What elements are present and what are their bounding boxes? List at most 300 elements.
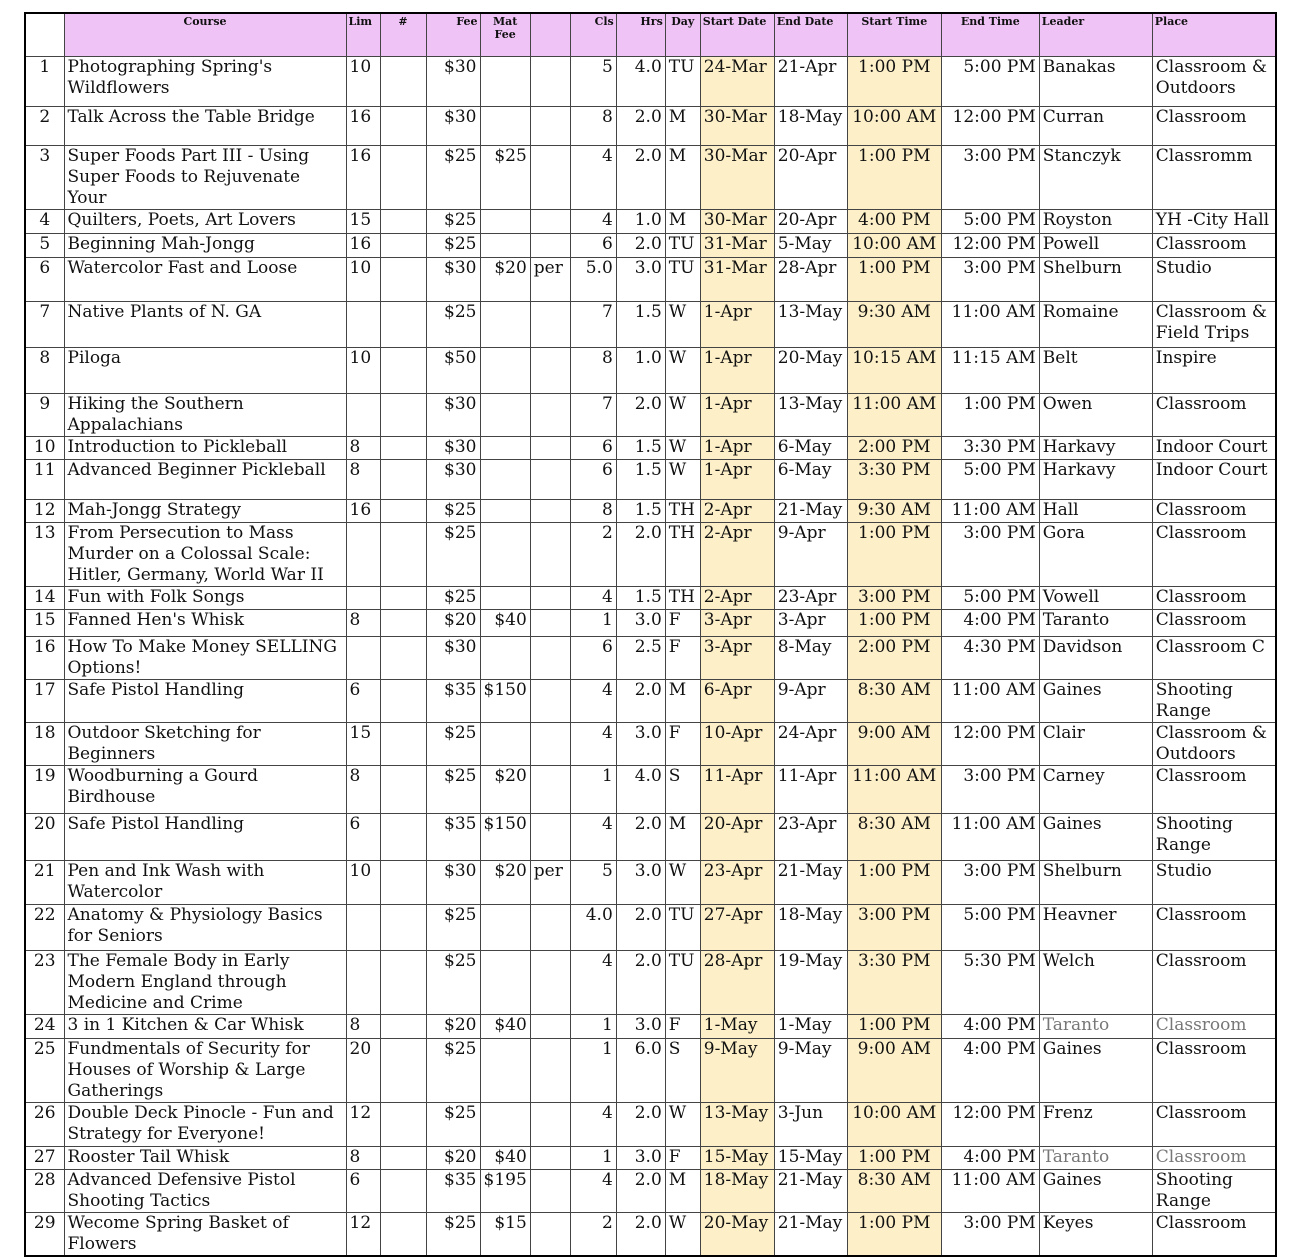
header-start-date: Start Date bbox=[700, 13, 774, 57]
table-row bbox=[25, 905, 1276, 951]
hrs-cell: 1.0 bbox=[616, 348, 665, 394]
leader-cell: Taranto bbox=[1039, 1015, 1152, 1039]
end-date-cell: 3-Jun bbox=[774, 1103, 847, 1147]
day-cell: TH bbox=[665, 523, 700, 587]
header-mat-fee: Mat Fee bbox=[480, 13, 530, 57]
hrs-cell: 2.0 bbox=[616, 951, 665, 1015]
row-number: 13 bbox=[25, 523, 64, 587]
start-time-cell: 3:30 PM bbox=[847, 460, 941, 500]
place-cell: Classroom bbox=[1152, 1039, 1276, 1103]
end-time-cell: 12:00 PM bbox=[941, 107, 1039, 146]
course-name: Introduction to Pickleball bbox=[64, 437, 346, 460]
start-time-cell: 10:00 AM bbox=[847, 107, 941, 146]
cls-cell: 6 bbox=[570, 460, 616, 500]
end-time-cell: 1:00 PM bbox=[941, 394, 1039, 437]
day-cell: TU bbox=[665, 258, 700, 302]
hrs-cell: 2.0 bbox=[616, 905, 665, 951]
fee-cell: $25 bbox=[426, 587, 480, 610]
start-date-cell: 1-Apr bbox=[700, 460, 774, 500]
per-cell bbox=[530, 1213, 570, 1257]
start-date-cell: 2-Apr bbox=[700, 523, 774, 587]
per-cell bbox=[530, 460, 570, 500]
end-time-cell: 11:00 AM bbox=[941, 302, 1039, 348]
hash-cell bbox=[380, 394, 426, 437]
course-name: Double Deck Pinocle - Fun and Strategy for Everyone! bbox=[64, 1103, 346, 1147]
hash-cell bbox=[380, 766, 426, 814]
course-name: Woodburning a Gourd Birdhouse bbox=[64, 766, 346, 814]
fee-cell: $25 bbox=[426, 1213, 480, 1257]
day-cell: W bbox=[665, 861, 700, 905]
cls-cell: 4 bbox=[570, 210, 616, 234]
end-date-cell: 23-Apr bbox=[774, 814, 847, 861]
start-date-cell: 1-Apr bbox=[700, 302, 774, 348]
hrs-cell: 2.0 bbox=[616, 146, 665, 210]
limit-cell: 10 bbox=[346, 861, 380, 905]
course-name: From Persecution to Mass Murder on a Colossal Scale: Hitler, Germany, World War II bbox=[64, 523, 346, 587]
leader-cell: Gaines bbox=[1039, 1170, 1152, 1213]
fee-cell: $30 bbox=[426, 57, 480, 107]
leader-cell: Owen bbox=[1039, 394, 1152, 437]
mat-fee-cell bbox=[480, 348, 530, 394]
course-name: Native Plants of N. GA bbox=[64, 302, 346, 348]
end-time-cell: 4:00 PM bbox=[941, 1039, 1039, 1103]
limit-cell bbox=[346, 905, 380, 951]
place-cell: Classroom & Outdoors bbox=[1152, 723, 1276, 766]
limit-cell: 8 bbox=[346, 437, 380, 460]
end-date-cell: 20-Apr bbox=[774, 210, 847, 234]
end-date-cell: 6-May bbox=[774, 437, 847, 460]
day-cell: M bbox=[665, 1170, 700, 1213]
hash-cell bbox=[380, 57, 426, 107]
row-number: 10 bbox=[25, 437, 64, 460]
hash-cell bbox=[380, 587, 426, 610]
limit-cell: 15 bbox=[346, 723, 380, 766]
end-time-cell: 12:00 PM bbox=[941, 234, 1039, 258]
start-date-cell: 18-May bbox=[700, 1170, 774, 1213]
header-hrs: Hrs bbox=[616, 13, 665, 57]
hrs-cell: 2.0 bbox=[616, 1213, 665, 1257]
day-cell: M bbox=[665, 210, 700, 234]
hrs-cell: 1.5 bbox=[616, 500, 665, 523]
course-name: Outdoor Sketching for Beginners bbox=[64, 723, 346, 766]
hrs-cell: 1.5 bbox=[616, 587, 665, 610]
row-number: 8 bbox=[25, 348, 64, 394]
hash-cell bbox=[380, 951, 426, 1015]
per-cell bbox=[530, 394, 570, 437]
header-end-date: End Date bbox=[774, 13, 847, 57]
fee-cell: $30 bbox=[426, 437, 480, 460]
leader-cell: Davidson bbox=[1039, 637, 1152, 680]
row-number: 12 bbox=[25, 500, 64, 523]
end-date-cell: 23-Apr bbox=[774, 587, 847, 610]
course-name: Super Foods Part III - Using Super Foods to Rejuvenate Your bbox=[64, 146, 346, 210]
mat-fee-cell: $40 bbox=[480, 610, 530, 637]
hrs-cell: 3.0 bbox=[616, 258, 665, 302]
end-date-cell: 9-May bbox=[774, 1039, 847, 1103]
place-cell: Classroom bbox=[1152, 394, 1276, 437]
per-cell bbox=[530, 637, 570, 680]
start-date-cell: 24-Mar bbox=[700, 57, 774, 107]
leader-cell: Curran bbox=[1039, 107, 1152, 146]
day-cell: F bbox=[665, 1147, 700, 1170]
end-date-cell: 13-May bbox=[774, 302, 847, 348]
start-date-cell: 1-Apr bbox=[700, 348, 774, 394]
end-date-cell: 24-Apr bbox=[774, 723, 847, 766]
row-number: 3 bbox=[25, 146, 64, 210]
end-time-cell: 11:15 AM bbox=[941, 348, 1039, 394]
end-date-cell: 3-Apr bbox=[774, 610, 847, 637]
fee-cell: $35 bbox=[426, 1170, 480, 1213]
start-time-cell: 8:30 AM bbox=[847, 814, 941, 861]
per-cell bbox=[530, 523, 570, 587]
limit-cell: 16 bbox=[346, 500, 380, 523]
mat-fee-cell bbox=[480, 587, 530, 610]
fee-cell: $50 bbox=[426, 348, 480, 394]
per-cell bbox=[530, 766, 570, 814]
hash-cell bbox=[380, 814, 426, 861]
course-name: Safe Pistol Handling bbox=[64, 814, 346, 861]
hash-cell bbox=[380, 460, 426, 500]
place-cell: Classroom & Outdoors bbox=[1152, 57, 1276, 107]
place-cell: Classroom bbox=[1152, 234, 1276, 258]
start-date-cell: 9-May bbox=[700, 1039, 774, 1103]
table-row bbox=[25, 1170, 1276, 1213]
end-time-cell: 11:00 AM bbox=[941, 680, 1039, 723]
mat-fee-cell bbox=[480, 437, 530, 460]
fee-cell: $35 bbox=[426, 680, 480, 723]
limit-cell: 8 bbox=[346, 460, 380, 500]
table-row bbox=[25, 1147, 1276, 1170]
limit-cell: 10 bbox=[346, 258, 380, 302]
start-time-cell: 1:00 PM bbox=[847, 1147, 941, 1170]
fee-cell: $30 bbox=[426, 107, 480, 146]
header-end-time: End Time bbox=[941, 13, 1039, 57]
hrs-cell: 2.0 bbox=[616, 107, 665, 146]
hash-cell bbox=[380, 905, 426, 951]
end-time-cell: 3:00 PM bbox=[941, 523, 1039, 587]
table-row bbox=[25, 394, 1276, 437]
per-cell: per bbox=[530, 861, 570, 905]
fee-cell: $25 bbox=[426, 500, 480, 523]
course-name: Fundmentals of Security for Houses of Worship & Large Gatherings bbox=[64, 1039, 346, 1103]
limit-cell: 16 bbox=[346, 107, 380, 146]
start-date-cell: 30-Mar bbox=[700, 146, 774, 210]
leader-cell: Taranto bbox=[1039, 1147, 1152, 1170]
row-number: 24 bbox=[25, 1015, 64, 1039]
hash-cell bbox=[380, 723, 426, 766]
header-row bbox=[25, 13, 1276, 57]
leader-cell: Gaines bbox=[1039, 1039, 1152, 1103]
header-blank bbox=[530, 13, 570, 57]
mat-fee-cell bbox=[480, 394, 530, 437]
hrs-cell: 1.5 bbox=[616, 437, 665, 460]
limit-cell bbox=[346, 637, 380, 680]
hash-cell bbox=[380, 437, 426, 460]
header-cls: Cls bbox=[570, 13, 616, 57]
cls-cell: 1 bbox=[570, 1015, 616, 1039]
mat-fee-cell: $15 bbox=[480, 1213, 530, 1257]
place-cell: Inspire bbox=[1152, 348, 1276, 394]
place-cell: Classroom bbox=[1152, 905, 1276, 951]
mat-fee-cell bbox=[480, 57, 530, 107]
cls-cell: 1 bbox=[570, 766, 616, 814]
place-cell: Classroom bbox=[1152, 1103, 1276, 1147]
start-time-cell: 4:00 PM bbox=[847, 210, 941, 234]
hash-cell bbox=[380, 1147, 426, 1170]
place-cell: Shooting Range bbox=[1152, 814, 1276, 861]
table-row bbox=[25, 637, 1276, 680]
day-cell: W bbox=[665, 302, 700, 348]
row-number: 23 bbox=[25, 951, 64, 1015]
limit-cell bbox=[346, 523, 380, 587]
cls-cell: 4 bbox=[570, 814, 616, 861]
start-time-cell: 2:00 PM bbox=[847, 637, 941, 680]
end-time-cell: 3:00 PM bbox=[941, 258, 1039, 302]
cls-cell: 5.0 bbox=[570, 258, 616, 302]
fee-cell: $25 bbox=[426, 523, 480, 587]
fee-cell: $30 bbox=[426, 460, 480, 500]
end-time-cell: 11:00 AM bbox=[941, 500, 1039, 523]
start-date-cell: 1-Apr bbox=[700, 437, 774, 460]
end-time-cell: 3:00 PM bbox=[941, 146, 1039, 210]
hash-cell bbox=[380, 348, 426, 394]
start-date-cell: 2-Apr bbox=[700, 587, 774, 610]
fee-cell: $30 bbox=[426, 861, 480, 905]
row-number: 17 bbox=[25, 680, 64, 723]
end-time-cell: 12:00 PM bbox=[941, 1103, 1039, 1147]
start-time-cell: 10:00 AM bbox=[847, 234, 941, 258]
hrs-cell: 2.0 bbox=[616, 680, 665, 723]
cls-cell: 6 bbox=[570, 234, 616, 258]
day-cell: F bbox=[665, 1015, 700, 1039]
mat-fee-cell bbox=[480, 1039, 530, 1103]
row-number: 29 bbox=[25, 1213, 64, 1257]
end-date-cell: 9-Apr bbox=[774, 680, 847, 723]
day-cell: F bbox=[665, 610, 700, 637]
end-time-cell: 4:30 PM bbox=[941, 637, 1039, 680]
cls-cell: 5 bbox=[570, 57, 616, 107]
hrs-cell: 3.0 bbox=[616, 861, 665, 905]
day-cell: S bbox=[665, 766, 700, 814]
table-row bbox=[25, 1039, 1276, 1103]
limit-cell: 16 bbox=[346, 146, 380, 210]
cls-cell: 7 bbox=[570, 394, 616, 437]
fee-cell: $25 bbox=[426, 723, 480, 766]
day-cell: W bbox=[665, 437, 700, 460]
cls-cell: 5 bbox=[570, 861, 616, 905]
course-name: The Female Body in Early Modern England through Medicine and Crime bbox=[64, 951, 346, 1015]
row-number: 11 bbox=[25, 460, 64, 500]
day-cell: W bbox=[665, 1103, 700, 1147]
leader-cell: Hall bbox=[1039, 500, 1152, 523]
mat-fee-cell: $20 bbox=[480, 766, 530, 814]
start-date-cell: 31-Mar bbox=[700, 234, 774, 258]
hash-cell bbox=[380, 210, 426, 234]
row-number: 25 bbox=[25, 1039, 64, 1103]
end-date-cell: 6-May bbox=[774, 460, 847, 500]
row-number: 1 bbox=[25, 57, 64, 107]
cls-cell: 1 bbox=[570, 1147, 616, 1170]
course-schedule-table bbox=[24, 12, 1277, 1257]
hash-cell bbox=[380, 258, 426, 302]
limit-cell: 6 bbox=[346, 814, 380, 861]
limit-cell: 12 bbox=[346, 1213, 380, 1257]
per-cell bbox=[530, 107, 570, 146]
course-name: Watercolor Fast and Loose bbox=[64, 258, 346, 302]
hash-cell bbox=[380, 107, 426, 146]
per-cell bbox=[530, 348, 570, 394]
hash-cell bbox=[380, 861, 426, 905]
limit-cell: 15 bbox=[346, 210, 380, 234]
hash-cell bbox=[380, 1015, 426, 1039]
start-time-cell: 1:00 PM bbox=[847, 146, 941, 210]
end-time-cell: 4:00 PM bbox=[941, 1015, 1039, 1039]
hash-cell bbox=[380, 680, 426, 723]
end-time-cell: 5:00 PM bbox=[941, 57, 1039, 107]
end-time-cell: 3:00 PM bbox=[941, 861, 1039, 905]
table-row bbox=[25, 587, 1276, 610]
day-cell: W bbox=[665, 1213, 700, 1257]
leader-cell: Vowell bbox=[1039, 587, 1152, 610]
end-date-cell: 18-May bbox=[774, 905, 847, 951]
limit-cell bbox=[346, 951, 380, 1015]
place-cell: Shooting Range bbox=[1152, 680, 1276, 723]
mat-fee-cell bbox=[480, 107, 530, 146]
limit-cell bbox=[346, 394, 380, 437]
header-day: Day bbox=[665, 13, 700, 57]
end-time-cell: 5:00 PM bbox=[941, 587, 1039, 610]
place-cell: Classroom bbox=[1152, 587, 1276, 610]
table-row bbox=[25, 680, 1276, 723]
row-number: 27 bbox=[25, 1147, 64, 1170]
start-time-cell: 1:00 PM bbox=[847, 861, 941, 905]
hash-cell bbox=[380, 234, 426, 258]
hash-cell bbox=[380, 1213, 426, 1257]
end-date-cell: 21-May bbox=[774, 500, 847, 523]
day-cell: M bbox=[665, 107, 700, 146]
end-date-cell: 13-May bbox=[774, 394, 847, 437]
start-date-cell: 1-Apr bbox=[700, 394, 774, 437]
header-course: Course bbox=[64, 13, 346, 57]
course-name: Hiking the Southern Appalachians bbox=[64, 394, 346, 437]
hrs-cell: 2.5 bbox=[616, 637, 665, 680]
row-number: 22 bbox=[25, 905, 64, 951]
mat-fee-cell: $25 bbox=[480, 146, 530, 210]
end-date-cell: 21-May bbox=[774, 861, 847, 905]
course-name: Beginning Mah-Jongg bbox=[64, 234, 346, 258]
per-cell bbox=[530, 302, 570, 348]
leader-cell: Stanczyk bbox=[1039, 146, 1152, 210]
mat-fee-cell bbox=[480, 302, 530, 348]
limit-cell: 8 bbox=[346, 610, 380, 637]
start-date-cell: 3-Apr bbox=[700, 637, 774, 680]
place-cell: Indoor Court bbox=[1152, 437, 1276, 460]
row-number: 16 bbox=[25, 637, 64, 680]
limit-cell bbox=[346, 302, 380, 348]
start-date-cell: 20-Apr bbox=[700, 814, 774, 861]
start-time-cell: 3:00 PM bbox=[847, 905, 941, 951]
hash-cell bbox=[380, 500, 426, 523]
per-cell bbox=[530, 437, 570, 460]
row-number: 6 bbox=[25, 258, 64, 302]
hrs-cell: 4.0 bbox=[616, 57, 665, 107]
place-cell: Classroom bbox=[1152, 523, 1276, 587]
course-name: Safe Pistol Handling bbox=[64, 680, 346, 723]
end-date-cell: 5-May bbox=[774, 234, 847, 258]
table-row bbox=[25, 210, 1276, 234]
row-number: 14 bbox=[25, 587, 64, 610]
cls-cell: 7 bbox=[570, 302, 616, 348]
hrs-cell: 3.0 bbox=[616, 1015, 665, 1039]
end-date-cell: 15-May bbox=[774, 1147, 847, 1170]
hash-cell bbox=[380, 523, 426, 587]
table-row bbox=[25, 523, 1276, 587]
place-cell: Classromm bbox=[1152, 146, 1276, 210]
start-time-cell: 10:00 AM bbox=[847, 1103, 941, 1147]
end-time-cell: 5:00 PM bbox=[941, 905, 1039, 951]
leader-cell: Belt bbox=[1039, 348, 1152, 394]
leader-cell: Heavner bbox=[1039, 905, 1152, 951]
start-date-cell: 13-May bbox=[700, 1103, 774, 1147]
start-time-cell: 2:00 PM bbox=[847, 437, 941, 460]
table-row bbox=[25, 146, 1276, 210]
fee-cell: $30 bbox=[426, 637, 480, 680]
start-time-cell: 3:00 PM bbox=[847, 587, 941, 610]
mat-fee-cell bbox=[480, 637, 530, 680]
end-time-cell: 3:00 PM bbox=[941, 1213, 1039, 1257]
end-date-cell: 11-Apr bbox=[774, 766, 847, 814]
table-row bbox=[25, 234, 1276, 258]
end-date-cell: 21-Apr bbox=[774, 57, 847, 107]
leader-cell: Shelburn bbox=[1039, 861, 1152, 905]
fee-cell: $25 bbox=[426, 951, 480, 1015]
end-date-cell: 1-May bbox=[774, 1015, 847, 1039]
course-name: Talk Across the Table Bridge bbox=[64, 107, 346, 146]
course-name: Photographing Spring's Wildflowers bbox=[64, 57, 346, 107]
cls-cell: 4 bbox=[570, 146, 616, 210]
hash-cell bbox=[380, 1170, 426, 1213]
cls-cell: 1 bbox=[570, 1039, 616, 1103]
day-cell: W bbox=[665, 460, 700, 500]
day-cell: F bbox=[665, 723, 700, 766]
start-time-cell: 9:30 AM bbox=[847, 302, 941, 348]
start-date-cell: 10-Apr bbox=[700, 723, 774, 766]
cls-cell: 2 bbox=[570, 1213, 616, 1257]
per-cell bbox=[530, 57, 570, 107]
course-name: Rooster Tail Whisk bbox=[64, 1147, 346, 1170]
table-row bbox=[25, 766, 1276, 814]
place-cell: Classroom bbox=[1152, 107, 1276, 146]
leader-cell: Romaine bbox=[1039, 302, 1152, 348]
hash-cell bbox=[380, 1039, 426, 1103]
end-date-cell: 28-Apr bbox=[774, 258, 847, 302]
start-date-cell: 11-Apr bbox=[700, 766, 774, 814]
place-cell: Classroom bbox=[1152, 1147, 1276, 1170]
row-number: 28 bbox=[25, 1170, 64, 1213]
start-date-cell: 2-Apr bbox=[700, 500, 774, 523]
limit-cell: 16 bbox=[346, 234, 380, 258]
fee-cell: $25 bbox=[426, 1039, 480, 1103]
limit-cell: 8 bbox=[346, 1015, 380, 1039]
place-cell: Classroom bbox=[1152, 766, 1276, 814]
end-time-cell: 12:00 PM bbox=[941, 723, 1039, 766]
hash-cell bbox=[380, 637, 426, 680]
hrs-cell: 4.0 bbox=[616, 766, 665, 814]
place-cell: Classroom bbox=[1152, 1015, 1276, 1039]
fee-cell: $25 bbox=[426, 302, 480, 348]
mat-fee-cell bbox=[480, 723, 530, 766]
fee-cell: $25 bbox=[426, 210, 480, 234]
